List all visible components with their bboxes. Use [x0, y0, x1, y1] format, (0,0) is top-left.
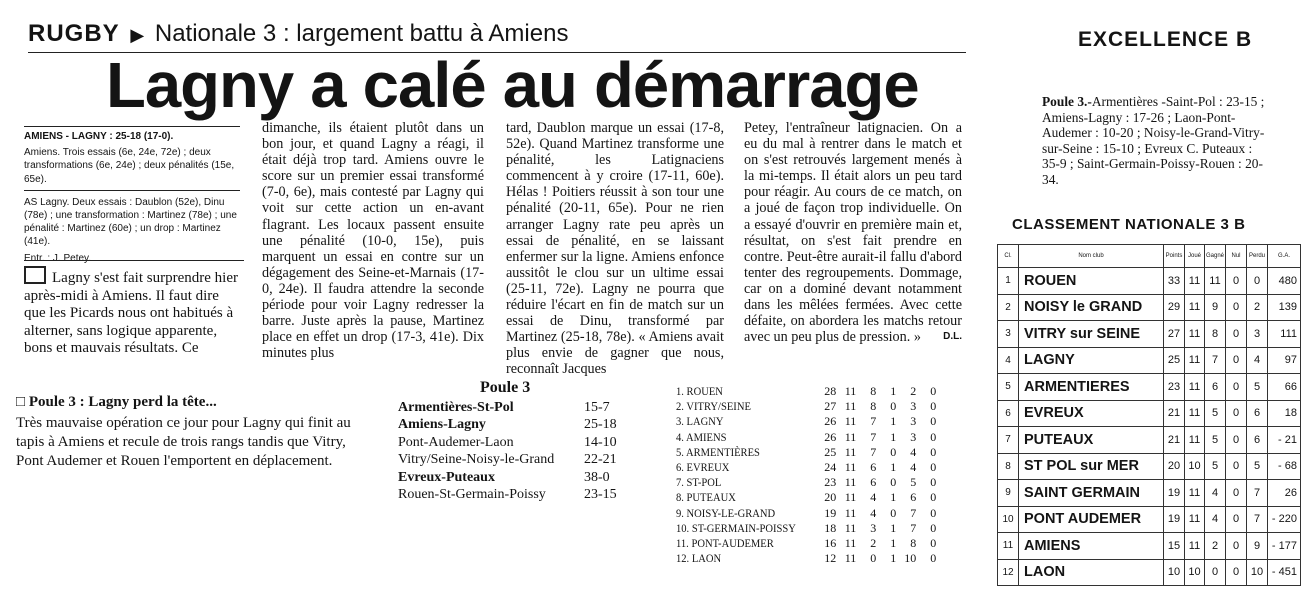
standings-lost: 3: [1247, 321, 1268, 348]
mini-value: 11: [844, 520, 857, 535]
standings-played: 11: [1185, 321, 1205, 348]
mini-value: 7: [910, 520, 917, 535]
standings-rank: 11: [998, 533, 1019, 560]
mini-value: 7: [870, 414, 877, 429]
mini-value: 12: [824, 551, 837, 566]
standings-lost: 4: [1247, 347, 1268, 374]
standings-won: 5: [1205, 453, 1226, 480]
standings-played: 11: [1185, 480, 1205, 507]
standings-played: 11: [1185, 347, 1205, 374]
header-won: Gagné: [1205, 245, 1226, 268]
mini-value: 8: [910, 535, 917, 550]
mini-value: 28: [824, 384, 837, 399]
standings-row: [998, 400, 1301, 427]
mini-team: 1. ROUEN: [676, 384, 723, 399]
standings-goal-average: 139: [1268, 294, 1301, 321]
standings-row: [998, 321, 1301, 348]
mini-value: 16: [824, 535, 837, 550]
standings-row: [998, 453, 1301, 480]
section-subtitle: Nationale 3 : largement battu à Amiens: [154, 20, 569, 47]
mini-team: 8. PUTEAUX: [676, 490, 736, 505]
mini-value: 2: [870, 535, 877, 550]
mini-value: 24: [824, 460, 837, 475]
mini-value: 4: [870, 490, 877, 505]
standings-draw: 0: [1226, 374, 1247, 401]
mini-value: 4: [910, 460, 917, 475]
mini-team: 9. NOISY-LE-GRAND: [676, 505, 776, 520]
standings-lost: 10: [1247, 559, 1268, 586]
standings-club: ARMENTIERES: [1019, 374, 1164, 401]
result-score: 15-7: [584, 399, 610, 415]
standings-goal-average: 480: [1268, 268, 1301, 295]
headline: Lagny a calé au démarrage: [106, 49, 919, 121]
standings-won: 0: [1205, 559, 1226, 586]
result-match: Armentières-St-Pol: [398, 399, 514, 415]
standings-goal-average: 111: [1268, 321, 1301, 348]
standings-won: 5: [1205, 427, 1226, 454]
column-4-text: Petey, l'entraîneur latignacien. On a eu du mal à rentrer dans le match et on s'est retrouvés largement menés à la mi-temps. Il était alors un peu tard pour réagir. Au cours de ce match, on a joué de façon trop individuelle. On a essayé d'ouvrir en première main et, résultat, on s'est fait prendre en contre. Peut-être aurait-il fallu d'abord tenter des regroupements. Dommage, car on a dominé devant notamment dans les mêlées fermées. Avec cette défaite, on abordera les matchs retour avec un peu plus de pression. »: [744, 120, 962, 346]
mini-value: 0: [930, 414, 937, 429]
mini-value: 4: [870, 505, 877, 520]
standings-points: 20: [1164, 453, 1185, 480]
standings-draw: 0: [1226, 533, 1247, 560]
header-lost: Perdu: [1247, 245, 1268, 268]
mini-value: 8: [870, 384, 877, 399]
result-row: [398, 452, 617, 470]
mini-value: 6: [910, 490, 917, 505]
header-goal-average: G.A.: [1268, 245, 1301, 268]
mini-standings-row: [676, 384, 936, 399]
result-match: Vitry/Seine-Noisy-le-Grand: [398, 452, 555, 468]
mini-value: 11: [844, 414, 857, 429]
mini-value: 27: [824, 399, 837, 414]
header-points: Points: [1164, 245, 1185, 268]
standings-draw: 0: [1226, 294, 1247, 321]
mini-value: 8: [870, 399, 877, 414]
standings-points: 10: [1164, 559, 1185, 586]
standings-lost: 7: [1247, 480, 1268, 507]
mini-standings: [676, 384, 936, 566]
mini-value: 26: [824, 429, 837, 444]
standings-club: PONT AUDEMER: [1019, 506, 1164, 533]
mini-standings-row: [676, 430, 936, 445]
standings-goal-average: - 68: [1268, 453, 1301, 480]
mini-standings-row: [676, 506, 936, 521]
mini-value: 4: [910, 444, 917, 459]
standings-draw: 0: [1226, 427, 1247, 454]
mini-standings-row: [676, 521, 936, 536]
standings-rank: 9: [998, 480, 1019, 507]
result-score: 22-21: [584, 452, 617, 468]
mini-value: 0: [930, 444, 937, 459]
mini-value: 0: [930, 460, 937, 475]
standings-lost: 5: [1247, 453, 1268, 480]
mini-value: 7: [910, 505, 917, 520]
mini-standings-row: [676, 490, 936, 505]
standings-rank: 3: [998, 321, 1019, 348]
standings-points: 19: [1164, 480, 1185, 507]
mini-value: 18: [824, 520, 837, 535]
standings-won: 5: [1205, 400, 1226, 427]
mini-value: 6: [870, 475, 877, 490]
mini-value: 1: [890, 414, 897, 429]
coach-line: Entr. : J. Petey.: [24, 252, 92, 264]
mini-value: 3: [870, 520, 877, 535]
standings-rank: 8: [998, 453, 1019, 480]
mini-team: 2. VITRY/SEINE: [676, 399, 751, 414]
mini-value: 11: [844, 384, 857, 399]
header-draw: Nul: [1226, 245, 1247, 268]
mini-value: 1: [890, 520, 897, 535]
article-column-2: dimanche, ils étaient plutôt dans un bon jour, et quand Lagny a réagi, il était déjà trop tard. Amiens ouvre le score sur un premier essai transformé (7-0, 6e), mais contesté par Lagny qui voit sur cette action un en-avant flagrant. Les locaux passent ensuite une pénalité (10-0, 15e), puis marquent un essai en contre sur un dégagement des Seine-et-Marnais (17-0, 24e). Il faudra attendre la seconde période pour voir Lagny redresser la barre. Juste après la pause, Martinez place en effet un drop (17-3, 41e). Dix minutes plus: [262, 120, 484, 362]
mini-value: 11: [844, 460, 857, 475]
result-row: [398, 417, 617, 435]
mini-value: 7: [870, 444, 877, 459]
excellence-title: EXCELLENCE B: [1078, 28, 1253, 51]
standings-played: 11: [1185, 506, 1205, 533]
mini-value: 6: [870, 460, 877, 475]
standings-won: 9: [1205, 294, 1226, 321]
lagny-scorers: AS Lagny. Deux essais : Daublon (52e), Dinu (78e) ; une transformation : Martinez (78e) ; une pénalité : Martinez (60e) ; un drop : Martinez (41e).: [24, 196, 237, 248]
standings-draw: 0: [1226, 453, 1247, 480]
standings-row: [998, 374, 1301, 401]
mini-value: 0: [890, 444, 897, 459]
mini-value: 5: [910, 475, 917, 490]
result-score: 25-18: [584, 417, 617, 433]
standings-points: 29: [1164, 294, 1185, 321]
standings-club: LAON: [1019, 559, 1164, 586]
standings-played: 11: [1185, 400, 1205, 427]
mini-value: 0: [930, 490, 937, 505]
mini-standings-row: [676, 475, 936, 490]
standings-lost: 2: [1247, 294, 1268, 321]
mini-value: 2: [910, 384, 917, 399]
mini-standings-row: [676, 445, 936, 460]
standings-played: 10: [1185, 453, 1205, 480]
result-score: 38-0: [584, 469, 610, 485]
result-row: [398, 487, 617, 505]
mini-value: 0: [930, 505, 937, 520]
standings-club: ST POL sur MER: [1019, 453, 1164, 480]
mini-value: 19: [824, 505, 837, 520]
mini-team: 4. AMIENS: [676, 429, 727, 444]
mini-value: 0: [890, 399, 897, 414]
poule-results-text: [1042, 94, 1272, 187]
results-table: [398, 399, 617, 504]
mini-value: 1: [890, 460, 897, 475]
standings-played: 11: [1185, 294, 1205, 321]
standings-club: ROUEN: [1019, 268, 1164, 295]
mini-value: 3: [910, 414, 917, 429]
standings-goal-average: 18: [1268, 400, 1301, 427]
score-box: [24, 126, 240, 268]
result-row: [398, 469, 617, 487]
mini-standings-row: [676, 414, 936, 429]
mini-team: 5. ARMENTIÈRES: [676, 444, 760, 459]
mini-value: 11: [844, 475, 857, 490]
standings-rank: 7: [998, 427, 1019, 454]
mini-value: 26: [824, 414, 837, 429]
mini-value: 3: [910, 429, 917, 444]
standings-rank: 5: [998, 374, 1019, 401]
header-rank: Cl.: [998, 245, 1019, 268]
standings-points: 23: [1164, 374, 1185, 401]
standings-goal-average: 26: [1268, 480, 1301, 507]
mini-value: 0: [870, 551, 877, 566]
standings-lost: 5: [1247, 374, 1268, 401]
standings-lost: 6: [1247, 427, 1268, 454]
standings-points: 25: [1164, 347, 1185, 374]
result-row: [398, 399, 617, 417]
standings-rank: 4: [998, 347, 1019, 374]
standings-club: LAGNY: [1019, 347, 1164, 374]
standings-row: [998, 268, 1301, 295]
article-column-4: [744, 120, 962, 345]
mini-value: 10: [904, 551, 917, 566]
standings-club: PUTEAUX: [1019, 427, 1164, 454]
standings-row: [998, 559, 1301, 586]
poule-heading-text: Poule 3 : Lagny perd la tête...: [28, 394, 217, 410]
mini-team: 3. LAGNY: [676, 414, 724, 429]
standings-row: [998, 294, 1301, 321]
standings-won: 6: [1205, 374, 1226, 401]
result-match: Rouen-St-Germain-Poissy: [398, 487, 546, 503]
lead-text: Lagny s'est fait surprendre hier après-midi à Amiens. Il faut dire que les Picards nous ont habitués à alterner, sans logique apparente, bons et mauvais résultats. Ce: [24, 270, 238, 357]
result-match: Evreux-Puteaux: [398, 469, 495, 485]
mini-standings-row: [676, 399, 936, 414]
standings-played: 11: [1185, 533, 1205, 560]
standings-played: 10: [1185, 559, 1205, 586]
standings-rank: 12: [998, 559, 1019, 586]
standings-rank: 2: [998, 294, 1019, 321]
standings-club: EVREUX: [1019, 400, 1164, 427]
standings-lost: 7: [1247, 506, 1268, 533]
mini-value: 1: [890, 551, 897, 566]
mini-value: 0: [890, 475, 897, 490]
standings-lost: 6: [1247, 400, 1268, 427]
standings-goal-average: 66: [1268, 374, 1301, 401]
poule-heading: □ Poule 3 : Lagny perd la tête...: [16, 394, 217, 410]
mini-value: 23: [824, 475, 837, 490]
result-score: 23-15: [584, 487, 617, 503]
mini-value: 0: [930, 551, 937, 566]
article-column-3: tard, Daublon marque un essai (17-8, 52e). Quand Martinez transforme une pénalité, les Latignaciens commencent à y croire (17-11, 60e). Hélas ! Poitiers réussit à son tour une pénalité (20-11, 65e). Pour ne rien arranger Lagny rate peu après un essai de pénalité, en se laissant enfermer sur la ligne. Amiens enfonce aussitôt le clou sur un ultime essai (25-11, 72e). Lagny ne pourra que réduire l'écart en fin de match sur un essai de Dinu, transformé par Martinez (25-18, 78e). « Amiens avait plus envie de gagner que nous, reconnaît Jacques: [506, 120, 724, 378]
standings-row: [998, 347, 1301, 374]
standings-club: VITRY sur SEINE: [1019, 321, 1164, 348]
standings-goal-average: - 451: [1268, 559, 1301, 586]
standings-row: [998, 427, 1301, 454]
mini-value: 0: [930, 535, 937, 550]
header-played: Joué: [1185, 245, 1205, 268]
standings-draw: 0: [1226, 559, 1247, 586]
standings-draw: 0: [1226, 268, 1247, 295]
standings-won: 4: [1205, 506, 1226, 533]
standings-draw: 0: [1226, 321, 1247, 348]
article-lead: [24, 266, 242, 358]
mini-value: 11: [844, 444, 857, 459]
mini-value: 1: [890, 384, 897, 399]
mini-value: 11: [844, 490, 857, 505]
standings-played: 11: [1185, 268, 1205, 295]
standings-table: [997, 244, 1301, 586]
divider: [24, 190, 240, 191]
mini-standings-row: [676, 551, 936, 566]
standings-goal-average: - 220: [1268, 506, 1301, 533]
mini-value: 0: [930, 429, 937, 444]
mini-value: 20: [824, 490, 837, 505]
standings-rank: 1: [998, 268, 1019, 295]
standings-points: 21: [1164, 427, 1185, 454]
standings-goal-average: - 21: [1268, 427, 1301, 454]
standings-draw: 0: [1226, 400, 1247, 427]
poule-text: Très mauvaise opération ce jour pour Lagny qui finit au tapis à Amiens et recule de trois rangs tandis que Vitry, Pont Audemer et Rouen l'emportent en déplacement.: [16, 415, 351, 469]
mini-value: 1: [890, 429, 897, 444]
mini-standings-row: [676, 460, 936, 475]
mini-value: 0: [930, 520, 937, 535]
header-club: Nom club: [1019, 245, 1164, 268]
mini-standings-row: [676, 536, 936, 551]
poule-label: Poule 3.-: [1042, 94, 1092, 109]
mini-value: 7: [870, 429, 877, 444]
standings-draw: 0: [1226, 347, 1247, 374]
standings-goal-average: - 177: [1268, 533, 1301, 560]
standings-points: 15: [1164, 533, 1185, 560]
standings-won: 2: [1205, 533, 1226, 560]
standings-club: AMIENS: [1019, 533, 1164, 560]
standings-won: 7: [1205, 347, 1226, 374]
standings-row: [998, 480, 1301, 507]
standings-row: [998, 506, 1301, 533]
mini-value: 11: [844, 535, 857, 550]
standings-lost: 0: [1247, 268, 1268, 295]
standings-points: 19: [1164, 506, 1185, 533]
sport-label: RUGBY: [28, 20, 120, 47]
mini-value: 11: [844, 429, 857, 444]
mini-value: 11: [844, 505, 857, 520]
mini-value: 11: [844, 551, 857, 566]
mini-value: 25: [824, 444, 837, 459]
standings-draw: 0: [1226, 480, 1247, 507]
poule-body: Armentières -Saint-Pol : 23-15 ; Amiens-Lagny : 17-26 ; Laon-Pont-Audemer : 10-20 ; Noisy-le-Grand-Vitry-sur-Seine : 15-10 ; Evreux C. Puteaux : 35-9 ; Saint-Germain-Poissy-Rouen : 20-34.: [1042, 94, 1265, 187]
arrow-icon: ▶: [130, 25, 145, 45]
match-score: AMIENS - LAGNY : 25-18 (17-0).: [24, 131, 174, 142]
result-score: 14-10: [584, 434, 617, 450]
square-icon: [24, 266, 46, 284]
amiens-scorers: Amiens. Trois essais (6e, 24e, 72e) ; deux transformations (6e, 24e) ; deux pénalités (15e, 65e).: [24, 147, 235, 185]
mini-team: 11. PONT-AUDEMER: [676, 535, 774, 550]
result-match: Pont-Audemer-Laon: [398, 434, 514, 450]
standings-draw: 0: [1226, 506, 1247, 533]
standings-played: 11: [1185, 427, 1205, 454]
standings-rank: 10: [998, 506, 1019, 533]
results-title: Poule 3: [480, 379, 531, 396]
mini-value: 0: [890, 505, 897, 520]
mini-value: 1: [890, 490, 897, 505]
mini-team: 6. EVREUX: [676, 460, 730, 475]
mini-team: 7. ST-POL: [676, 475, 722, 490]
standings-played: 11: [1185, 374, 1205, 401]
mini-value: 0: [930, 384, 937, 399]
mini-value: 0: [930, 399, 937, 414]
standings-points: 27: [1164, 321, 1185, 348]
mini-team: 10. ST-GERMAIN-POISSY: [676, 520, 796, 535]
classement-title: CLASSEMENT NATIONALE 3 B: [1012, 216, 1246, 233]
mini-value: 11: [844, 399, 857, 414]
standings-won: 4: [1205, 480, 1226, 507]
author-signature: D.L.: [943, 331, 962, 343]
standings-goal-average: 97: [1268, 347, 1301, 374]
mini-value: 1: [890, 535, 897, 550]
standings-won: 8: [1205, 321, 1226, 348]
standings-club: NOISY le GRAND: [1019, 294, 1164, 321]
standings-points: 33: [1164, 268, 1185, 295]
standings-lost: 9: [1247, 533, 1268, 560]
mini-team: 12. LAON: [676, 551, 722, 566]
mini-value: 0: [930, 475, 937, 490]
result-row: [398, 434, 617, 452]
standings-row: [998, 533, 1301, 560]
mini-value: 3: [910, 399, 917, 414]
standings-won: 11: [1205, 268, 1226, 295]
standings-club: SAINT GERMAIN: [1019, 480, 1164, 507]
result-match: Amiens-Lagny: [398, 417, 486, 433]
standings-points: 21: [1164, 400, 1185, 427]
standings-rank: 6: [998, 400, 1019, 427]
